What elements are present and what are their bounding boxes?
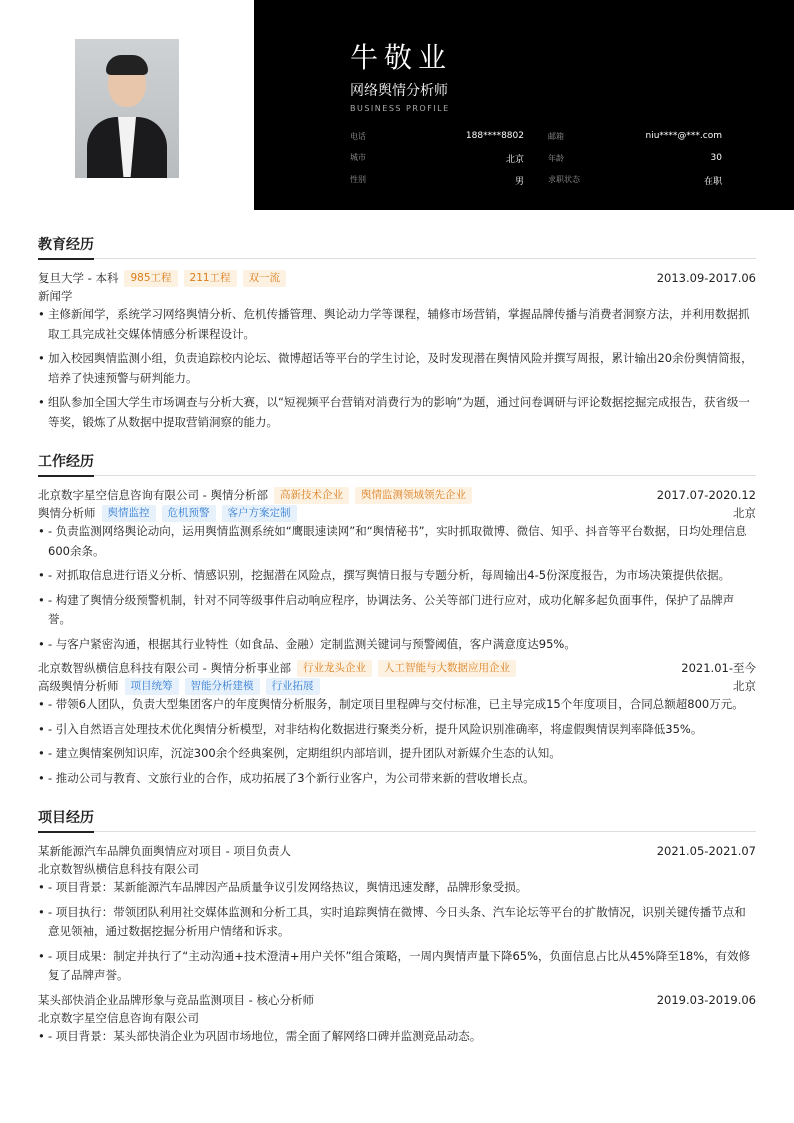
resume-header: [0, 0, 794, 210]
education-bullets: [38, 305, 756, 432]
project-company: 北京数智纵横信息科技有限公司: [38, 862, 199, 876]
bullet-item: • - 推动公司与教育、文旅行业的合作，成功拓展了3个新行业客户，为公司带来新的营收增长点。: [38, 769, 756, 789]
company-tag: 高新技术企业: [274, 487, 349, 504]
bullet-item: • - 对抓取信息进行语义分析、情感识别，挖掘潜在风险点，撰写舆情日报与专题分析，每周输出4-5份深度报告，为市场决策提供依据。: [38, 566, 756, 586]
info-value: 男: [514, 176, 524, 187]
education-entry: [38, 269, 756, 432]
info-value: 188****8802: [465, 130, 524, 141]
bullet-item: • - 构建了舆情分级预警机制，针对不同等级事件启动响应程序，协调法务、公关等部门进行应对，成功化解多起负面事件，保护了品牌声誉。: [38, 591, 756, 630]
project-bullets: [38, 1027, 756, 1047]
job-period: 2021.01-至今: [681, 661, 756, 675]
info-label: 电话: [350, 131, 366, 141]
job-period: 2017.07-2020.12: [656, 488, 756, 502]
contact-info: [350, 125, 722, 191]
job-role-line: [38, 677, 756, 695]
project-period: 2019.03-2019.06: [656, 992, 756, 1007]
section-title-work: 工作经历: [38, 451, 756, 476]
education-period: 2013.09-2017.06: [656, 271, 756, 285]
project-bullets: [38, 878, 756, 986]
project-entry: [38, 991, 756, 1047]
role-tag: 智能分析建模: [185, 678, 260, 695]
candidate-name: 牛敬业: [350, 41, 453, 74]
info-value: 30: [710, 152, 722, 163]
info-value: 在职: [703, 176, 722, 187]
bullet-item: • - 带领6人团队，负责大型集团客户的年度舆情分析服务，制定项目里程碑与交付标准，已主导完成15个年度项目，合同总额超800万元。: [38, 695, 756, 715]
job-role: 舆情分析师: [38, 506, 96, 520]
photo-hair: [106, 55, 148, 75]
bullet-item: • 主修新闻学，系统学习网络舆情分析、危机传播管理、舆论动力学等课程，辅修市场营销，掌握品牌传播与消费者洞察方法，并利用数据抓取工具完成社交媒体情感分析课程设计。: [38, 305, 756, 344]
job-title: 网络舆情分析师: [350, 83, 448, 99]
job-bullets: [38, 695, 756, 788]
company-tag: 舆情监测领域领先企业: [355, 487, 472, 504]
job-header: [38, 659, 756, 677]
school-tag: 985工程: [124, 270, 177, 287]
info-email: [536, 131, 722, 142]
job-role-line: [38, 504, 756, 522]
job-role: 高级舆情分析师: [38, 679, 119, 693]
info-label: 求职状态: [548, 174, 580, 184]
project-header: [38, 842, 756, 860]
info-label: 年龄: [548, 153, 564, 163]
project-name: 某头部快消企业品牌形象与竞品监测项目 - 核心分析师: [38, 992, 314, 1007]
bullet-item: • - 建立舆情案例知识库，沉淀300余个经典案例，定期组织内部培训，提升团队对新媒介生态的认知。: [38, 744, 756, 764]
job-city: 北京: [733, 506, 756, 520]
company-name: 北京数字星空信息咨询有限公司 - 舆情分析部: [38, 488, 268, 502]
project-period: 2021.05-2021.07: [656, 844, 756, 858]
work-entry: [38, 486, 756, 654]
education-major: 新闻学: [38, 289, 73, 303]
school-name: 复旦大学 - 本科: [38, 271, 119, 285]
school-tag: 双一流: [243, 270, 287, 287]
role-tag: 行业拓展: [266, 678, 320, 695]
profile-photo: [75, 39, 179, 178]
info-status: [536, 174, 722, 187]
info-row: [350, 125, 722, 147]
bullet-item: • - 负责监测网络舆论动向，运用舆情监测系统如“鹰眼速读网”和“舆情秘书”，实时抓取微博、微信、知乎、抖音等平台数据，日均处理信息600余条。: [38, 522, 756, 561]
company-name: 北京数智纵横信息科技有限公司 - 舆情分析事业部: [38, 661, 291, 675]
job-header: [38, 486, 756, 504]
company-tag: 行业龙头企业: [297, 660, 372, 677]
section-title-education: 教育经历: [38, 234, 756, 259]
work-entry: [38, 659, 756, 788]
info-gender: [350, 174, 536, 187]
info-label: 城市: [350, 152, 366, 162]
info-row: [350, 147, 722, 169]
info-row: [350, 169, 722, 191]
role-tag: 项目统筹: [125, 678, 179, 695]
bullet-item: • - 与客户紧密沟通，根据其行业特性（如食品、金融）定制监测关键词与预警阈值，客户满意度达95%。: [38, 635, 756, 655]
school-tag: 211工程: [184, 270, 237, 287]
education-header: [38, 269, 756, 287]
section-title-projects: 项目经历: [38, 807, 756, 832]
profile-subtitle: BUSINESS PROFILE: [350, 104, 450, 113]
profile-panel: [254, 0, 794, 210]
project-company: 北京数字星空信息咨询有限公司: [38, 1010, 199, 1025]
role-tag: 危机预警: [162, 505, 216, 522]
info-age: [536, 153, 722, 164]
info-value: niu****@***.com: [645, 130, 722, 141]
bullet-item: • - 项目成果：制定并执行了“主动沟通+技术澄清+用户关怀”组合策略，一周内舆情声量下降65%，负面信息占比从45%降至18%，有效修复了品牌声誉。: [38, 947, 756, 986]
info-city: [350, 152, 536, 165]
bullet-item: • - 项目背景：某新能源汽车品牌因产品质量争议引发网络热议，舆情迅速发酵，品牌形象受损。: [38, 878, 756, 898]
role-tag: 舆情监控: [102, 505, 156, 522]
job-city: 北京: [733, 679, 756, 693]
bullet-item: • - 引入自然语言处理技术优化舆情分析模型，对非结构化数据进行聚类分析，提升风险识别准确率，将虚假舆情误判率降低35%。: [38, 720, 756, 740]
project-header: [38, 991, 756, 1009]
info-label: 邮箱: [548, 131, 564, 141]
info-label: 性别: [350, 174, 366, 184]
project-entry: [38, 842, 756, 986]
bullet-item: • 加入校园舆情监测小组，负责追踪校内论坛、微博超话等平台的学生讨论，及时发现潜在舆情风险并撰写周报，累计输出20余份舆情简报，培养了快速预警与研判能力。: [38, 349, 756, 388]
resume-body: [38, 228, 756, 1051]
company-tag: 人工智能与大数据应用企业: [378, 660, 516, 677]
info-value: 北京: [505, 154, 524, 165]
role-tag: 客户方案定制: [222, 505, 297, 522]
bullet-item: • 组队参加全国大学生市场调查与分析大赛，以“短视频平台营销对消费行为的影响”为题，通过问卷调研与评论数据挖掘完成报告，获省级一等奖，锻炼了从数据中提取营销洞察的能力。: [38, 393, 756, 432]
job-bullets: [38, 522, 756, 654]
bullet-item: • - 项目执行：带领团队利用社交媒体监测和分析工具，实时追踪舆情在微博、今日头条、汽车论坛等平台的扩散情况，识别关键传播节点和意见领袖，通过数据挖掘分析用户情绪和诉求。: [38, 903, 756, 942]
info-phone: [350, 131, 536, 142]
bullet-item: • - 项目背景：某头部快消企业为巩固市场地位，需全面了解网络口碑并监测竞品动态。: [38, 1027, 756, 1047]
project-name: 某新能源汽车品牌负面舆情应对项目 - 项目负责人: [38, 844, 291, 858]
